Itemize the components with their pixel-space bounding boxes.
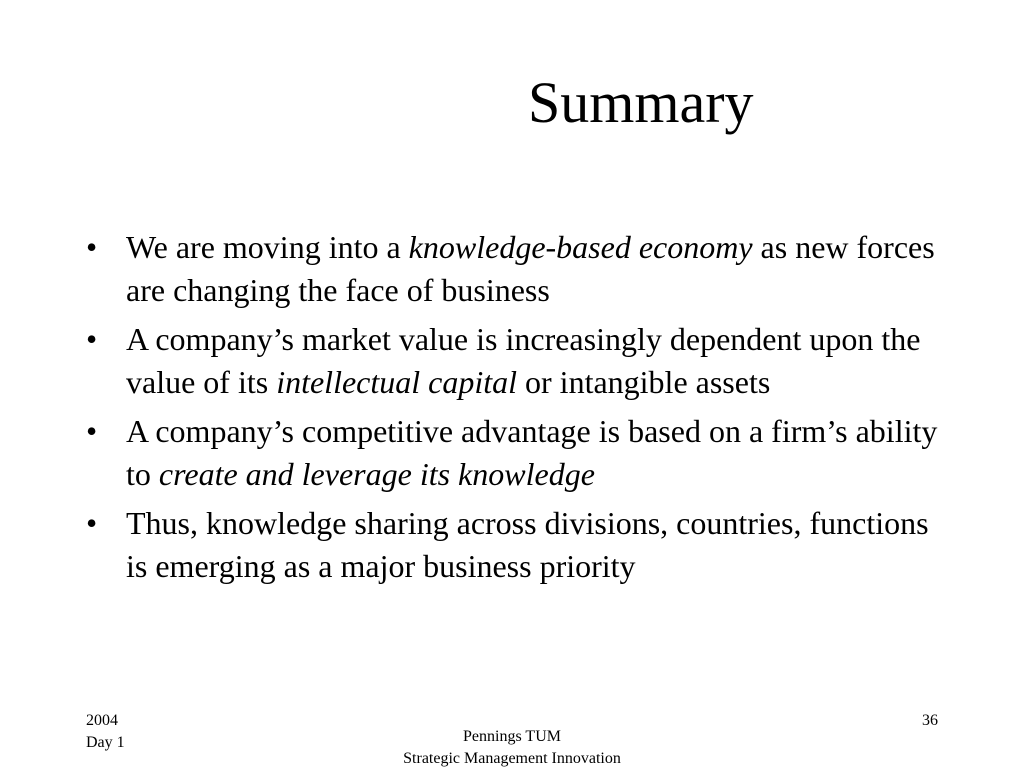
bullet-text xyxy=(126,226,946,312)
bullet-icon: • xyxy=(86,229,98,265)
page-number: 36 xyxy=(922,712,938,729)
bullet-text-part: A company’s market value is increasingly dependent upon the value of its xyxy=(126,321,921,400)
bullet-text xyxy=(126,318,946,404)
bullet-text-emphasis: knowledge-based economy xyxy=(408,229,753,265)
bullet-text xyxy=(126,410,946,496)
bullet-icon: • xyxy=(86,321,98,357)
slide-title: Summary xyxy=(528,70,754,135)
bullet-item xyxy=(86,226,946,312)
bullet-text-part: as new forces are changing the face of business xyxy=(126,229,935,308)
bullet-text-emphasis: create and leverage its knowledge xyxy=(158,456,595,492)
footer-date xyxy=(86,710,125,754)
footer-day: Day 1 xyxy=(86,734,125,751)
footer-course-title: Strategic Management Innovation xyxy=(403,750,621,767)
bullet-list xyxy=(86,226,946,594)
bullet-icon: • xyxy=(86,505,98,541)
bullet-item xyxy=(86,502,946,588)
bullet-text-part: or intangible assets xyxy=(517,364,771,400)
bullet-text-emphasis: intellectual capital xyxy=(276,364,518,400)
bullet-text-part: Thus, knowledge sharing across divisions, countries, functions is emerging as a major business priority xyxy=(126,505,929,584)
footer-course xyxy=(312,726,712,770)
bullet-item xyxy=(86,318,946,404)
bullet-text-part: We are moving into a xyxy=(126,229,409,265)
bullet-text-part: A company’s competitive advantage is based on a firm’s ability to xyxy=(126,413,938,492)
bullet-item xyxy=(86,410,946,496)
bullet-icon: • xyxy=(86,413,98,449)
footer-year: 2004 xyxy=(86,712,118,729)
bullet-text xyxy=(126,502,946,588)
footer-author: Pennings TUM xyxy=(463,728,561,745)
